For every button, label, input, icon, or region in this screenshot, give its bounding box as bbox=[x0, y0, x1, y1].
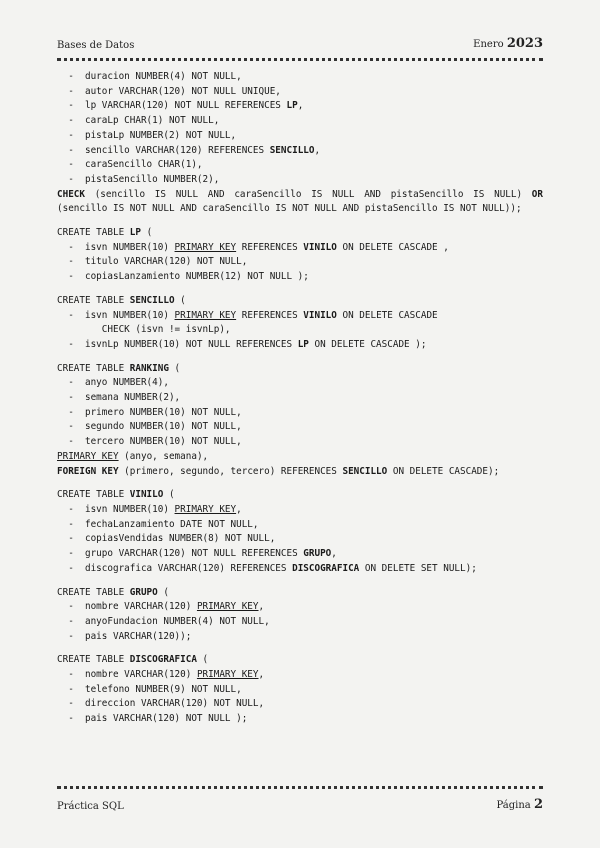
primary-key: PRIMARY KEY bbox=[196, 601, 259, 613]
code-line: - fechaLanzamiento DATE NOT NULL, bbox=[57, 518, 259, 530]
footer-divider bbox=[57, 786, 543, 789]
create-table-discografica: CREATE TABLE DISCOGRAFICA ( bbox=[57, 654, 209, 666]
code-line: - isvnLp NUMBER(10) NOT NULL REFERENCES LP ON DELETE CASCADE ); bbox=[57, 338, 427, 350]
code-line: - pistaSencillo NUMBER(2), bbox=[57, 173, 220, 185]
create-table-lp: CREATE TABLE LP ( bbox=[57, 227, 153, 239]
code-line: - nombre VARCHAR(120) PRIMARY KEY, bbox=[57, 601, 265, 613]
table-name: VINILO bbox=[129, 489, 164, 501]
code-line: - isvn NUMBER(10) PRIMARY KEY, bbox=[57, 503, 242, 515]
header-month: Enero bbox=[473, 39, 504, 50]
code-line: - nombre VARCHAR(120) PRIMARY KEY, bbox=[57, 669, 265, 681]
table-ref: LP bbox=[297, 338, 309, 350]
code-line: - caraLp CHAR(1) NOT NULL, bbox=[57, 115, 220, 127]
create-table-grupo: CREATE TABLE GRUPO ( bbox=[57, 586, 169, 598]
primary-key: PRIMARY KEY bbox=[174, 503, 237, 515]
code-line: CHECK (isvn != isvnLp), bbox=[57, 324, 231, 336]
code-line: - pistaLp NUMBER(2) NOT NULL, bbox=[57, 129, 237, 141]
table-name: DISCOGRAFICA bbox=[129, 654, 197, 666]
course-title: Bases de Datos bbox=[57, 40, 135, 51]
code-line: - isvn NUMBER(10) PRIMARY KEY REFERENCES VINILO ON DELETE CASCADE , bbox=[57, 241, 449, 253]
keyword: CHECK bbox=[57, 188, 85, 200]
keyword: FOREIGN KEY bbox=[57, 465, 119, 477]
table-name: RANKING bbox=[129, 362, 169, 374]
primary-key: PRIMARY KEY bbox=[174, 241, 237, 253]
table-ref: VINILO bbox=[303, 241, 337, 253]
document-title: Práctica SQL bbox=[57, 801, 124, 812]
code-line: - discografica VARCHAR(120) REFERENCES DISCOGRAFICA ON DELETE SET NULL); bbox=[57, 562, 477, 574]
page-number-label: Página 2 bbox=[496, 797, 543, 812]
table-ref: SENCILLO bbox=[342, 465, 388, 477]
code-line: - sencillo VARCHAR(120) REFERENCES SENCILLO, bbox=[57, 144, 321, 156]
code-line: - lp VARCHAR(120) NOT NULL REFERENCES LP, bbox=[57, 100, 304, 112]
header-year: 2023 bbox=[506, 36, 543, 51]
code-line: - anyo NUMBER(4), bbox=[57, 377, 169, 389]
check-constraint: CHECK (sencillo IS NULL AND caraSencillo IS NULL AND pistaSencillo IS NULL) OR (sencillo IS NOT NULL AND caraSencillo IS NOT NULL AND pistaSencillo IS NOT NULL)); bbox=[57, 188, 543, 215]
table-ref: VINILO bbox=[303, 309, 337, 321]
code-line: PRIMARY KEY (anyo, semana), bbox=[57, 450, 209, 462]
code-line: FOREIGN KEY (primero, segundo, tercero) REFERENCES SENCILLO ON DELETE CASCADE); bbox=[57, 465, 500, 477]
code-line: - isvn NUMBER(10) PRIMARY KEY REFERENCES VINILO ON DELETE CASCADE bbox=[57, 309, 438, 321]
create-table-vinilo: CREATE TABLE VINILO ( bbox=[57, 489, 175, 501]
table-name: SENCILLO bbox=[129, 294, 175, 306]
header-date bbox=[473, 36, 543, 51]
primary-key: PRIMARY KEY bbox=[57, 450, 119, 462]
create-table-sencillo: CREATE TABLE SENCILLO ( bbox=[57, 294, 186, 306]
code-line: - caraSencillo CHAR(1), bbox=[57, 159, 203, 171]
code-line: - duracion NUMBER(4) NOT NULL, bbox=[57, 71, 242, 82]
page-footer bbox=[57, 797, 543, 815]
code-line: - copiasLanzamiento NUMBER(12) NOT NULL ); bbox=[57, 271, 309, 283]
table-ref: LP bbox=[286, 100, 298, 112]
code-line: - pais VARCHAR(120)); bbox=[57, 630, 192, 642]
page-number: 2 bbox=[533, 797, 543, 812]
page-header bbox=[57, 36, 543, 54]
table-ref: SENCILLO bbox=[269, 144, 315, 156]
create-table-ranking: CREATE TABLE RANKING ( bbox=[57, 362, 181, 374]
code-line: - semana NUMBER(2), bbox=[57, 392, 181, 404]
code-line: - copiasVendidas NUMBER(8) NOT NULL, bbox=[57, 533, 276, 545]
primary-key: PRIMARY KEY bbox=[196, 669, 259, 681]
code-line: - anyoFundacion NUMBER(4) NOT NULL, bbox=[57, 615, 270, 627]
sql-code bbox=[57, 70, 543, 727]
code-line: - pais VARCHAR(120) NOT NULL ); bbox=[57, 713, 248, 725]
primary-key: PRIMARY KEY bbox=[174, 309, 237, 321]
code-line: - segundo NUMBER(10) NOT NULL, bbox=[57, 421, 242, 433]
code-line: - primero NUMBER(10) NOT NULL, bbox=[57, 406, 242, 418]
code-line: - direccion VARCHAR(120) NOT NULL, bbox=[57, 698, 265, 710]
code-line: - telefono NUMBER(9) NOT NULL, bbox=[57, 683, 242, 695]
code-line: - grupo VARCHAR(120) NOT NULL REFERENCES GRUPO, bbox=[57, 548, 337, 560]
keyword: OR bbox=[531, 188, 543, 200]
table-ref: DISCOGRAFICA bbox=[292, 562, 360, 574]
code-line: - titulo VARCHAR(120) NOT NULL, bbox=[57, 256, 248, 268]
table-name: LP bbox=[129, 227, 141, 239]
header-divider bbox=[57, 58, 543, 61]
table-name: GRUPO bbox=[129, 586, 158, 598]
code-line: - tercero NUMBER(10) NOT NULL, bbox=[57, 436, 242, 448]
code-line: - autor VARCHAR(120) NOT NULL UNIQUE, bbox=[57, 85, 281, 97]
table-ref: GRUPO bbox=[303, 548, 332, 560]
